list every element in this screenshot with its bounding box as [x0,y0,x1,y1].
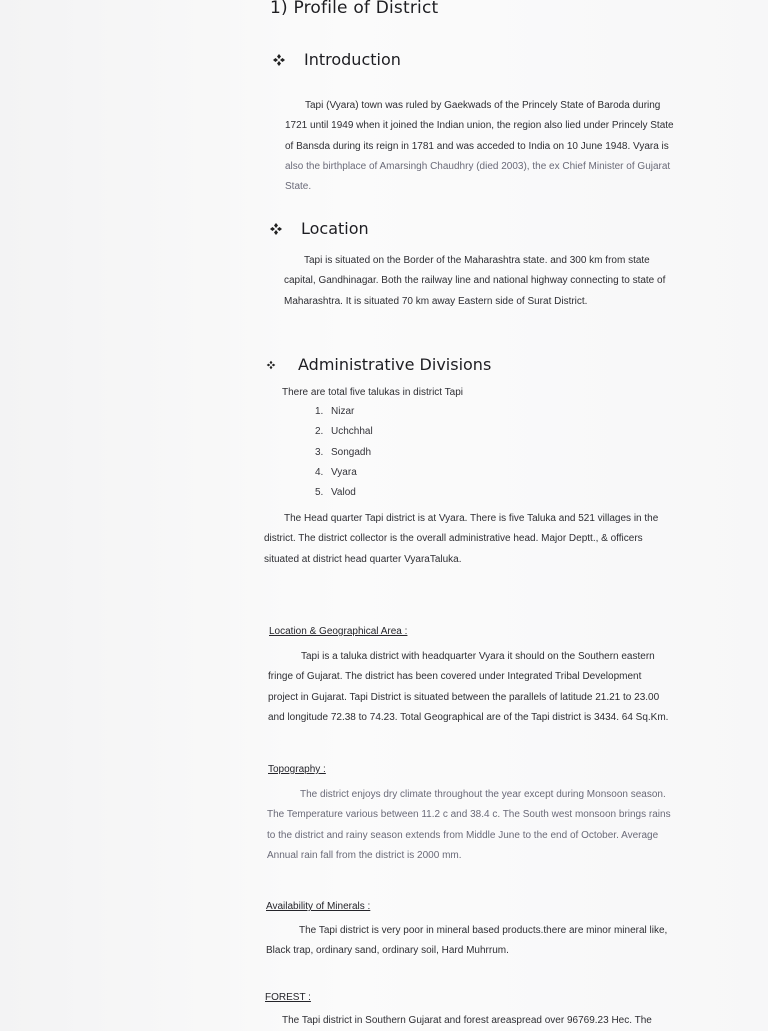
forest-paragraph [265,1011,680,1031]
topography-line: to the district and rainy season extends from Middle June to the end of October. Average [267,829,659,841]
geo-line: Tapi is a taluka district with headquarter Vyara it should on the Southern eastern [301,651,655,662]
taluka-name: Vyara [331,466,357,478]
geo-line: and longitude 72.38 to 74.23. Total Geographical are of the Tapi district is 3434. 64 Sq.Km. [268,711,669,723]
list-number: 2. [315,426,324,438]
introduction-heading [272,50,401,69]
admin-line: situated at district head quarter VyaraTaluka. [264,553,462,565]
location-line: Tapi is situated on the Border of the Maharashtra state. and 300 km from state [304,255,650,266]
admin-line: district. The district collector is the overall administrative head. Major Deptt., & officers [264,533,643,545]
list-item [315,486,373,506]
list-item [315,466,373,486]
introduction-line: also the birthplace of Amarsingh Chaudhry (died 2003), the ex Chief Minister of Gujarat [285,160,671,172]
introduction-paragraph [285,96,683,197]
list-number: 5. [315,487,324,499]
admin-title: Administrative Divisions [298,355,492,374]
minerals-line: Black trap, ordinary sand, ordinary soil, Hard Muhrrum. [266,945,509,957]
diamond-bullet-icon [272,53,286,67]
topography-line: The district enjoys dry climate throughout the year except during Monsoon season. [300,789,666,800]
introduction-title: Introduction [304,50,401,69]
introduction-line: 1721 until 1949 when it joined the Indian union, the region also lied under Princely State [285,120,674,132]
taluka-name: Songadh [331,446,372,458]
forest-line: The Tapi district in Southern Gujarat and forest areaspread over 96769.23 Hec. The [282,1015,652,1026]
list-number: 1. [315,406,324,417]
geo-heading: Location & Geographical Area : [269,626,408,637]
list-item [315,425,373,445]
location-title: Location [301,219,369,238]
list-number: 4. [315,466,324,478]
introduction-line: of Bansda during its reign in 1781 and was acceded to India on 10 June 1948. Vyara is [285,140,669,152]
taluka-name: Uchchhal [331,426,373,438]
list-item [315,446,373,466]
geo-paragraph [268,647,683,728]
introduction-line: State. [285,181,312,193]
location-heading [269,219,369,238]
location-line: capital, Gandhinagar. Both the railway line and national highway connecting to state of [284,275,666,287]
diamond-bullet-icon [269,222,283,236]
location-line: Maharashtra. It is situated 70 km away Eastern side of Surat District. [284,295,588,307]
taluka-list [315,405,373,506]
taluka-name: Valod [331,487,356,499]
diamond-bullet-icon [266,360,276,370]
list-item [315,405,373,425]
topography-line: Annual rain fall from the district is 2000 mm. [267,849,462,861]
location-paragraph [284,251,682,312]
admin-paragraph [264,509,678,570]
admin-intro-text: There are total five talukas in district Tapi [282,387,464,398]
list-number: 3. [315,446,324,458]
topography-line: The Temperature various between 11.2 c and 38.4 c. The South west monsoon brings rains [267,809,671,821]
minerals-paragraph [266,921,680,962]
minerals-line: The Tapi district is very poor in mineral based products.there are minor mineral like, [299,925,668,936]
admin-line: The Head quarter Tapi district is at Vyara. There is five Taluka and 521 villages in the [284,513,659,524]
topography-heading: Topography : [268,764,326,775]
forest-heading: FOREST : [265,992,311,1003]
taluka-name: Nizar [331,406,355,417]
geo-line: project in Gujarat. Tapi District is situated between the parallels of latitude 21.21 to 23.00 [268,691,660,703]
admin-intro [282,383,463,403]
topography-paragraph [267,785,682,866]
geo-line: fringe of Gujarat. The district has been covered under Integrated Tribal Development [268,671,642,683]
admin-heading [266,355,491,374]
minerals-heading: Availability of Minerals : [266,901,371,912]
introduction-line: Tapi (Vyara) town was ruled by Gaekwads of the Princely State of Baroda during [305,100,661,111]
document-title: 1) Profile of District [270,0,439,18]
